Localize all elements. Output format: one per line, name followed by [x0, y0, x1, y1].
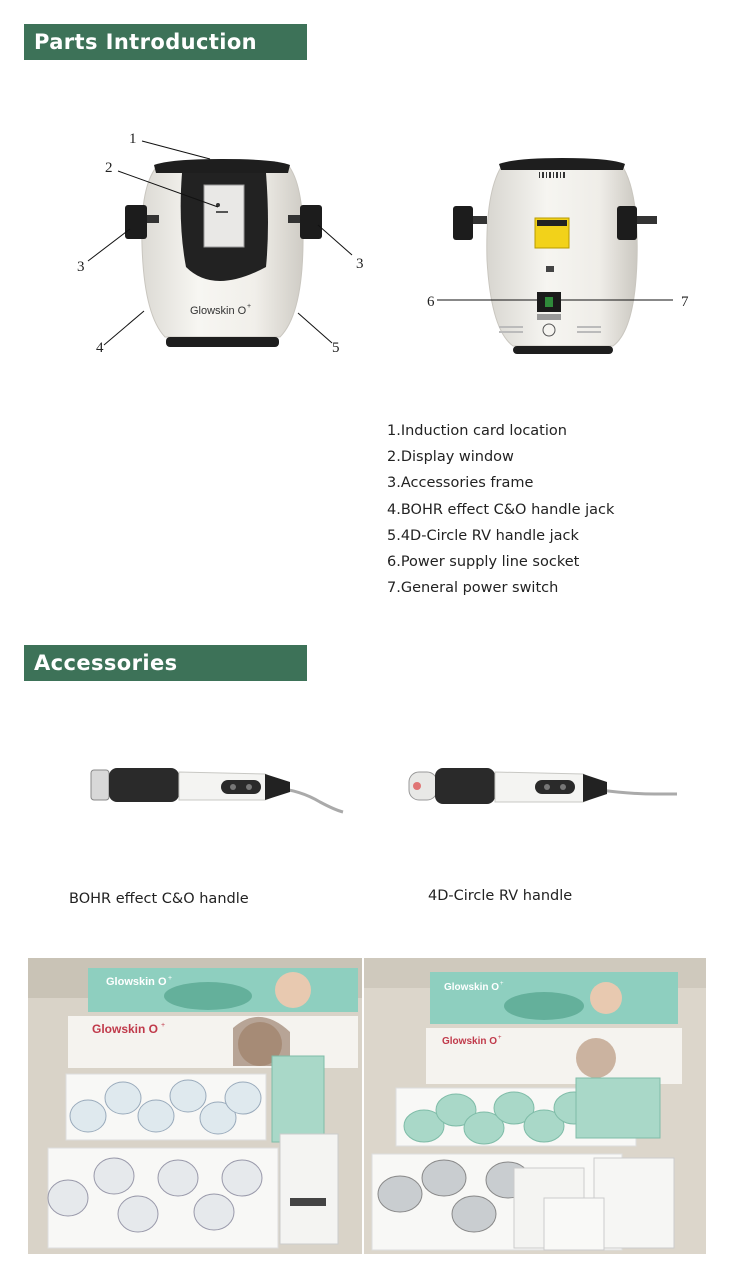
front-label-1: 1 — [129, 131, 137, 147]
svg-text:Glowskin O: Glowskin O — [444, 982, 500, 993]
svg-text:+: + — [168, 975, 173, 982]
rv-handle-photo — [405, 760, 680, 820]
svg-text:+: + — [498, 1035, 502, 1041]
svg-text:+: + — [247, 303, 252, 310]
teal-box-brand-right — [444, 981, 504, 993]
front-label-2: 2 — [105, 160, 113, 176]
white-box-brand — [92, 1022, 165, 1036]
svg-text:+: + — [161, 1022, 166, 1029]
svg-text:Glowskin O: Glowskin O — [442, 1036, 498, 1047]
back-label-7: 7 — [681, 294, 689, 310]
left-accessory-frame — [125, 205, 147, 239]
legend-item-5: 5.4D-Circle RV handle jack — [387, 527, 579, 544]
consumables-photo-left — [28, 958, 362, 1254]
rv-handle-caption: 4D-Circle RV handle — [428, 888, 573, 904]
white-box-brand-right — [442, 1035, 502, 1047]
device-front-photo — [70, 125, 380, 365]
accessories-banner: Accessories — [24, 645, 307, 681]
parts-legend — [387, 421, 614, 604]
svg-text:Glowskin O: Glowskin O — [92, 1022, 159, 1036]
front-label-3-right: 3 — [356, 256, 364, 272]
legend-item-6: 6.Power supply line socket — [387, 553, 580, 570]
device-back-photo — [425, 150, 700, 360]
legend-item-3: 3.Accessories frame — [387, 475, 534, 492]
consumables-photo-right — [364, 958, 706, 1254]
front-label-3-left: 3 — [77, 259, 85, 275]
right-accessory-frame — [300, 205, 322, 239]
device-brand-label — [190, 303, 251, 317]
legend-item-7: 7.General power switch — [387, 580, 559, 597]
bohr-handle-caption: BOHR effect C&O handle — [69, 891, 249, 907]
svg-text:Glowskin O: Glowskin O — [106, 976, 167, 988]
parts-introduction-banner: Parts Introduction — [24, 24, 307, 60]
bohr-handle-photo — [85, 760, 350, 820]
back-label-6: 6 — [427, 294, 435, 310]
svg-text:+: + — [500, 981, 504, 987]
legend-item-2: 2.Display window — [387, 449, 514, 466]
front-label-4: 4 — [96, 340, 104, 356]
teal-box-brand — [106, 975, 172, 988]
legend-item-1: 1.Induction card location — [387, 423, 567, 439]
legend-item-4: 4.BOHR effect C&O handle jack — [387, 501, 615, 518]
front-label-5: 5 — [332, 340, 340, 356]
svg-text:Glowskin O: Glowskin O — [190, 305, 247, 317]
